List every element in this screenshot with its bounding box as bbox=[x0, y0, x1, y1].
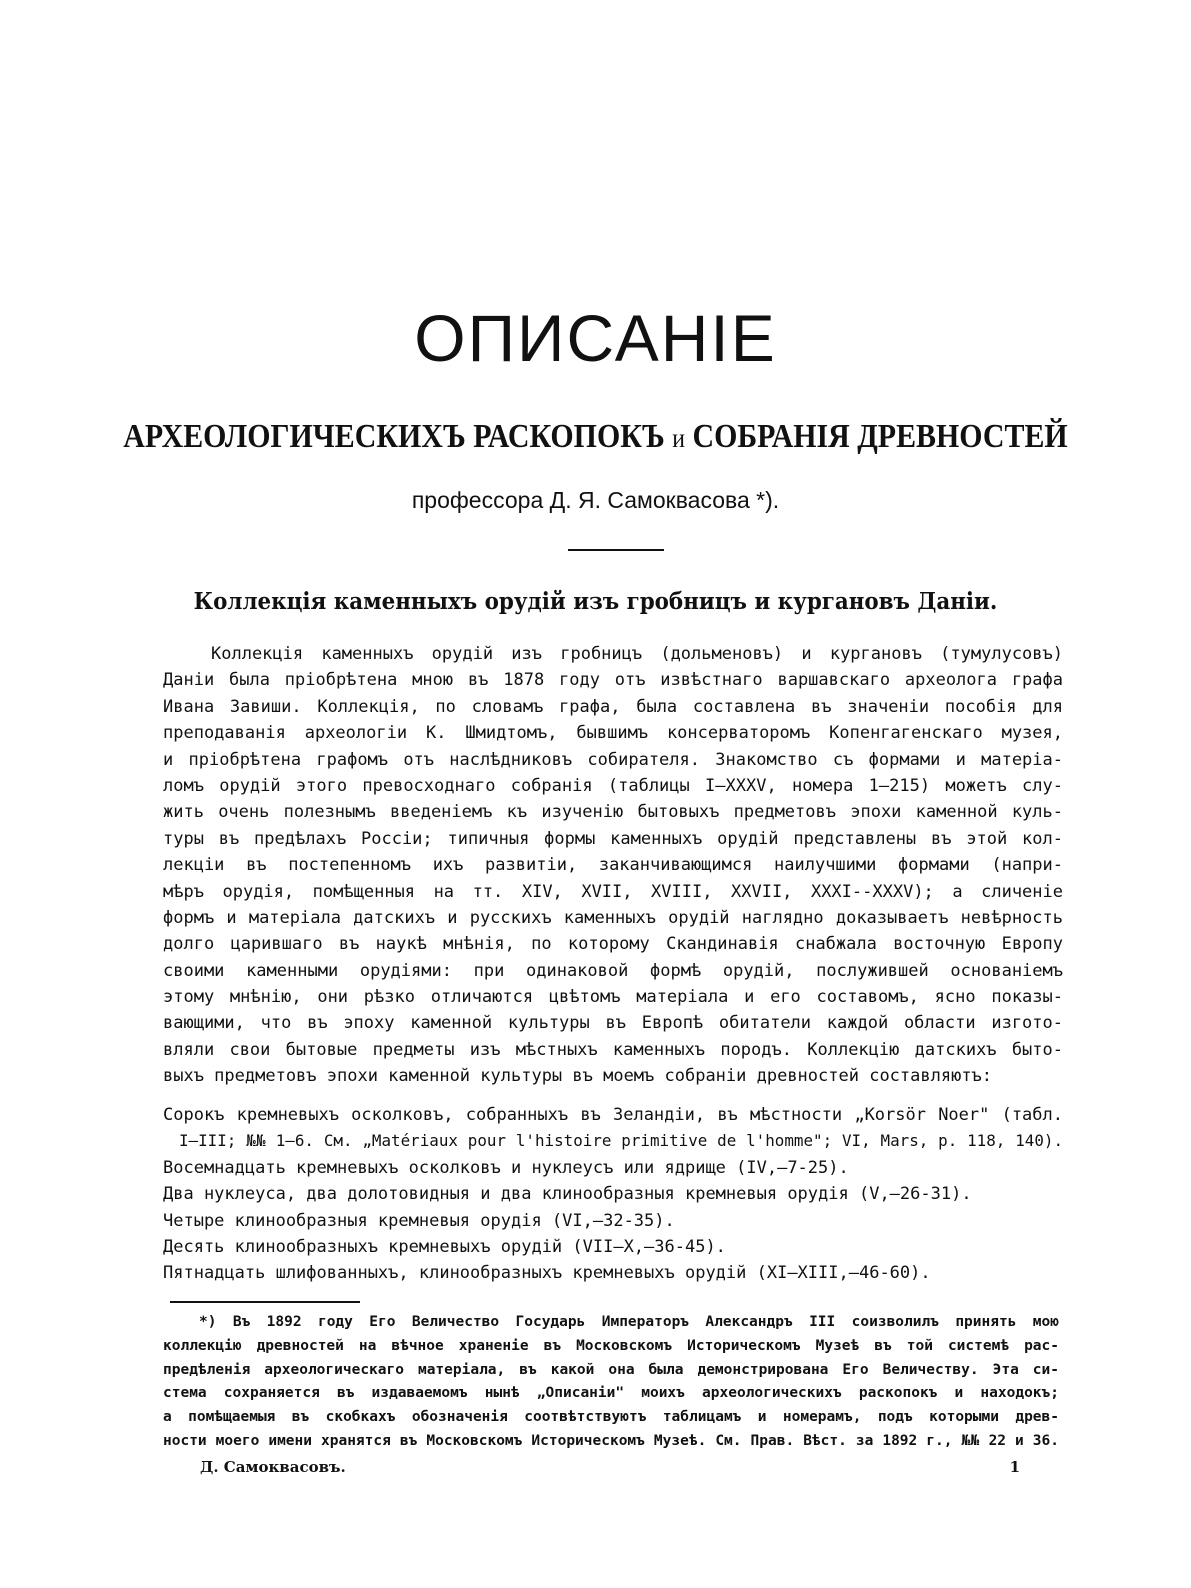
body-line: преподаванія археологіи К. Шмидтомъ, бывшимъ консерваторомъ Копенгагенскаго музея, bbox=[163, 723, 1063, 744]
list-item: Сорокъ кремневыхъ осколковъ, собранныхъ въ Зеландіи, въ мѣстности „Korsör Noer" (табл. bbox=[163, 1105, 1063, 1125]
body-line: своими каменными орудіями: при одинаковой формѣ орудій, послужившей основаніемъ bbox=[163, 960, 1063, 981]
subtitle-conjunction: и bbox=[672, 423, 686, 453]
footnote-divider bbox=[170, 1301, 360, 1303]
body-line: Даніи была пріобрѣтена мною въ 1878 году отъ извѣстнаго варшавскаго археолога графа bbox=[163, 670, 1063, 691]
footnote-line: предѣленія археологическаго матеріала, въ какой она была демонстрирована Его Величеству. Эта си- bbox=[163, 1361, 1059, 1378]
page-footer bbox=[200, 1458, 1020, 1482]
body-paragraph bbox=[163, 641, 1063, 1090]
body-line: ломъ орудій этого превосходнаго собранія (таблицы I—XXXV, номера 1—215) можетъ слу- bbox=[163, 775, 1063, 796]
footnote-line: а помѣщаемыя въ скобкахъ обозначенія соотвѣтствуютъ таблицамъ и номерамъ, подъ которыми древ- bbox=[163, 1409, 1059, 1426]
body-line: долго царившаго въ наукѣ мнѣнія, по которому Скандинавія снабжала восточную Европу bbox=[163, 934, 1063, 955]
footnote-line: *) Въ 1892 году Его Величество Государь Императоръ Александръ III соизволилъ принять мою bbox=[199, 1314, 1059, 1330]
body-line: Коллекція каменныхъ орудій изъ гробницъ (дольменовъ) и кургановъ (тумулусовъ) bbox=[211, 644, 1063, 664]
body-line: мѣръ орудія, помѣщенныя на тт. XIV, XVII, XVIII, XXVII, XXXI--XXXV); а сличеніе bbox=[163, 881, 1063, 902]
main-title: ОПИСАНІЕ bbox=[414, 301, 777, 375]
subtitle bbox=[71, 418, 1119, 456]
body-line: Ивана Завиши. Коллекція, по словамъ графа, была составлена въ значеніи пособія для bbox=[163, 696, 1063, 717]
title-divider bbox=[568, 549, 664, 551]
footnote bbox=[163, 1311, 1059, 1454]
subtitle-part-1: АРХЕОЛОГИЧЕСКИХЪ РАСКОПОКЪ bbox=[123, 418, 665, 455]
footnote-line: стема сохраняется въ издаваемомъ нынѣ „Описаніи" моихъ археологическихъ раскопокъ и находокъ; bbox=[163, 1385, 1059, 1402]
list-item: Пятнадцать шлифованныхъ, клинообразныхъ кремневыхъ орудій (XI—XIII,—46-60). bbox=[163, 1263, 931, 1284]
list-item-continuation: I—III; №№ 1—6. См. „Matériaux pour l'histoire primitive de l'homme"; VI, Mars, p. 118, 140). bbox=[179, 1131, 1063, 1151]
footer-author: Д. Самоквасовъ. bbox=[200, 1458, 346, 1476]
list-item: Четыре клинообразныя кремневыя орудія (VI,—32-35). bbox=[163, 1210, 675, 1231]
body-line: выхъ предметовъ эпохи каменной культуры въ моемъ собраніи древностей составляютъ: bbox=[163, 1066, 993, 1087]
collection-list bbox=[163, 1102, 1063, 1287]
page-number: 1 bbox=[1009, 1458, 1020, 1476]
list-item: Десять клинообразныхъ кремневыхъ орудій (VII—X,—36-45). bbox=[163, 1236, 726, 1257]
body-line: жить очень полезнымъ введеніемъ къ изученію бытовыхъ предметовъ эпохи каменной куль- bbox=[163, 802, 1063, 823]
body-line: вляли свои бытовые предметы изъ мѣстныхъ каменныхъ породъ. Коллекцію датскихъ быто- bbox=[163, 1039, 1063, 1060]
subtitle-part-2: СОБРАНІЯ ДРЕВНОСТЕЙ bbox=[692, 418, 1068, 455]
body-line: формъ и матеріала датскихъ и русскихъ каменныхъ орудій наглядно доказываетъ невѣрность bbox=[163, 907, 1063, 928]
body-line: лекціи въ постепенномъ ихъ развитіи, заканчивающимся наилучшими формами (напри- bbox=[163, 855, 1063, 876]
body-line: и пріобрѣтена графомъ отъ наслѣдниковъ собирателя. Знакомство съ формами и матеріа- bbox=[163, 749, 1063, 770]
author-line: профессора Д. Я. Самоквасова *). bbox=[411, 487, 780, 513]
footnote-line: ности моего имени хранятся въ Московскомъ Историческомъ Музеѣ. См. Прав. Вѣст. за 1892 г., №№ 22 и 36. bbox=[163, 1432, 1059, 1449]
body-line: этому мнѣнію, они рѣзко отличаются цвѣтомъ матеріала и его составомъ, ясно показы- bbox=[163, 987, 1063, 1008]
body-line: вающими, что въ эпоху каменной культуры въ Европѣ обитатели каждой области изгото- bbox=[163, 1013, 1063, 1034]
list-item: Два нуклеуса, два долотовидныя и два клинообразныя кремневыя орудія (V,—26-31). bbox=[163, 1184, 972, 1205]
section-heading: Коллекція каменныхъ орудій изъ гробницъ и кургановъ Даніи. bbox=[193, 588, 998, 615]
footnote-line: коллекцію древностей на вѣчное храненіе въ Московскомъ Историческомъ Музеѣ въ той системѣ рас- bbox=[163, 1337, 1059, 1354]
list-item: Восемнадцать кремневыхъ осколковъ и нуклеусъ или ядрище (IV,—7-25). bbox=[163, 1157, 849, 1178]
body-line: туры въ предѣлахъ Россіи; типичныя формы каменныхъ орудій представлены въ этой кол- bbox=[163, 828, 1063, 849]
